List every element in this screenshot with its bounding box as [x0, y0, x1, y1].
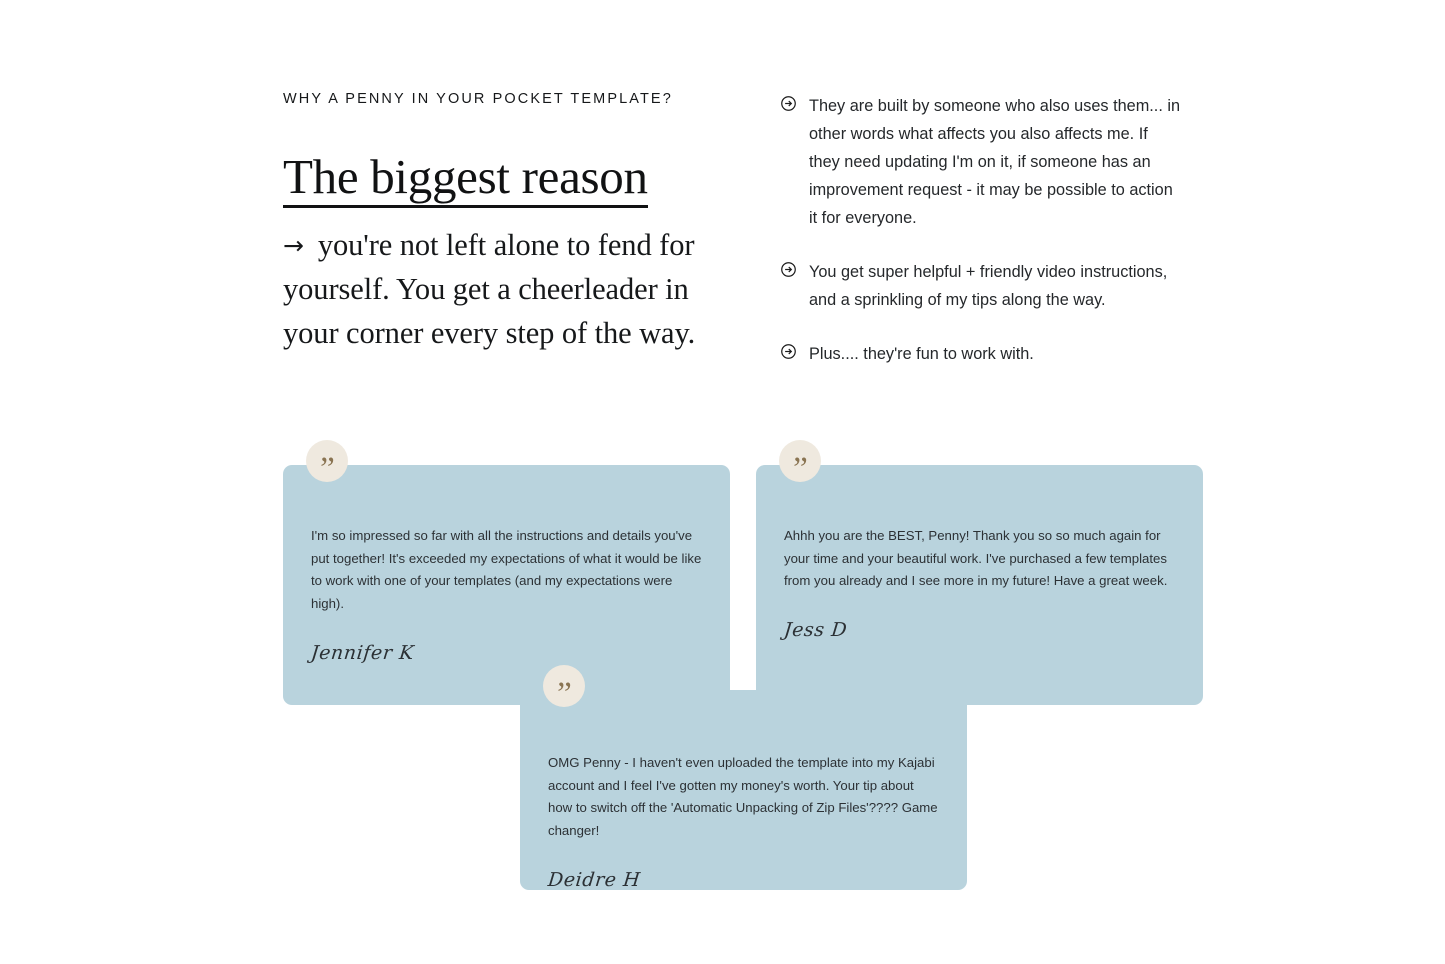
testimonial-author: Deidre H: [546, 868, 642, 891]
list-item: [781, 258, 1181, 314]
testimonial-text: OMG Penny - I haven't even uploaded the template into my Kajabi account and I feel I've gotten my money's worth. Your tip about how to switch off the 'Automatic Unpacking of Zip Files'???? Game changer!: [548, 755, 938, 839]
list-item-label: You get super helpful + friendly video instructions, and a sprinkling of my tips along the way.: [809, 263, 1168, 310]
subheadline-text: you're not left alone to fend for yourself. You get a cheerleader in your corner every step of the way.: [283, 228, 696, 350]
quote-glyph: ”: [793, 450, 807, 487]
testimonial-card: [756, 450, 1203, 705]
testimonial-body: [548, 752, 941, 891]
testimonial-text: I'm so impressed so far with all the instructions and details you've put together! It's exceeded my expectations of what it would be like to work with one of your templates (and my expectations were high).: [311, 528, 702, 612]
testimonial-card: [283, 450, 730, 705]
testimonial-author: Jess D: [782, 619, 849, 642]
benefits-list: [781, 92, 1181, 368]
testimonial-body: [311, 525, 704, 664]
testimonial-body: [784, 525, 1177, 641]
list-item-label: Plus.... they're fun to work with.: [809, 345, 1034, 364]
arrow-circle-right-icon: [781, 344, 796, 359]
arrow-circle-right-icon: [781, 262, 796, 277]
quote-mark-icon: [306, 440, 348, 487]
quote-mark-icon: [543, 665, 585, 712]
list-item: [781, 92, 1181, 232]
quote-glyph: ”: [557, 675, 571, 712]
section-eyebrow: WHY A PENNY IN YOUR POCKET TEMPLATE?: [283, 91, 673, 107]
headline-wrapper: [283, 151, 713, 208]
list-item-label: They are built by someone who also uses them... in other words what affects you also affects me. If they need updating I'm on it, if someone has an improvement request - it may be possible to action it for everyone.: [809, 97, 1181, 228]
testimonial-card: [520, 675, 967, 891]
subheadline: [283, 224, 713, 356]
headline-block: [283, 88, 713, 356]
arrow-right-icon: →: [283, 231, 304, 261]
quote-glyph: ”: [320, 450, 334, 487]
arrow-circle-right-icon: [781, 96, 796, 111]
quote-mark-icon: [779, 440, 821, 487]
testimonial-author: Jennifer K: [309, 641, 416, 664]
page-title: The biggest reason: [283, 151, 648, 208]
testimonial-text: Ahhh you are the BEST, Penny! Thank you so so much again for your time and your beautiful work. I've purchased a few templates from you already and I see more in my future! Have a great week.: [784, 528, 1168, 589]
list-item: [781, 340, 1181, 368]
